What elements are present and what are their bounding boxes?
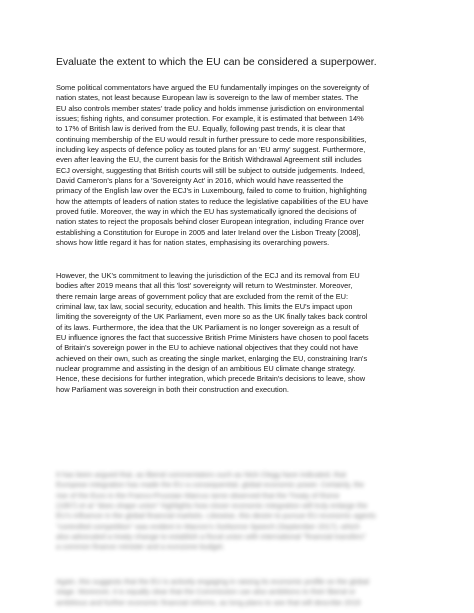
blurred-paragraph xyxy=(56,470,436,553)
text-line: there remain large areas of government policy that are excluded from the remit of the EU: xyxy=(56,291,349,301)
paragraph xyxy=(56,83,436,249)
text-line: EU's influence in the global financial markets. Likewise, this desire to pursue EU economic agents xyxy=(56,511,376,521)
text-line: even after leaving the EU, the current basis for the British Withdrawal Agreement still includes xyxy=(56,155,362,165)
text-line: shows how little regard it has for nation states, emphasising its overarching powers. xyxy=(56,238,330,248)
text-line: EU influence ignores the fact that successive British Prime Ministers have chosen to pool facets xyxy=(56,333,369,343)
text-line: rise of the Euro in the Franco-Prussian Marcus Iarne observed that the Treaty of Rome xyxy=(56,490,340,500)
text-line: a common finance minister and a eurozone budget. xyxy=(56,542,225,552)
text-line: to 17% of British law is derived from the EU. Equally, following past trends, it is clear that xyxy=(56,124,346,134)
text-line: European integration has made the EU a consequential, global economic power. Certainly, the xyxy=(56,480,364,490)
text-line: including key aspects of defence policy as touted plans for an 'EU army' suggest. Furthermore, xyxy=(56,145,366,155)
text-line: ECJ oversight, suggesting that British courts will still be subject to outside judgements. Indeed, xyxy=(56,165,365,175)
text-line: EU also controls member states' trade policy and holds immense jurisdiction on environmental xyxy=(56,103,364,113)
text-line: of Britain's sovereign power in the EU to achieve national objectives that they could not have xyxy=(56,343,359,353)
text-line: It has been argued that, as liberal commentators such as Nick Clegg have indicated, that xyxy=(56,470,347,479)
text-line: how Parliament was sovereign in both their construction and execution. xyxy=(56,384,289,394)
text-line: (1957) et al "does shape union" highlights how closer economic integration will truly enlarge the xyxy=(56,501,368,511)
text-line: ambitious and further economic financial reforms, as long plans to see that will describe 2019 xyxy=(56,597,361,607)
text-line: proved futile. Moreover, the way in which the EU has systematically ignored the decisions of xyxy=(56,207,357,217)
text-line: also advocated a treaty change to establish a fiscal union with international "financial transfers" xyxy=(56,532,367,542)
text-line: of its laws. Furthermore, the idea that the UK Parliament is no longer sovereign as a result of xyxy=(56,322,359,332)
text-line: continuing membership of the EU would result in further pressure to cede more responsibilities, xyxy=(56,134,367,144)
text-line: David Cameron's plans for a 'Sovereignty Act' in 2016, which would have reasserted the xyxy=(56,176,344,186)
text-line: criminal law, tax law, social security, education and health. This limits the EU's impact upon xyxy=(56,302,353,312)
document-title: Evaluate the extent to which the EU can be considered a superpower. xyxy=(56,57,377,68)
text-line: how the attempts of leaders of nation states to reduce the legislative capabilities of the EU have xyxy=(56,196,369,206)
text-line: limiting the sovereignty of the UK Parliament, even more so as the UK finally takes back control xyxy=(56,312,368,322)
text-line: However, the UK's commitment to leaving the jurisdiction of the ECJ and its removal from EU xyxy=(56,271,360,280)
text-line: Hence, these decisions for further integration, which precede Britain's decisions to leave, show xyxy=(56,374,366,384)
text-line: primacy of the English law over the ECJ's in Luxembourg, failed to come to fruition, highlighting xyxy=(56,186,367,196)
text-line: issues; fishing rights, and consumer protection. For example, it is estimated that between 14% xyxy=(56,114,364,124)
text-line: establishing a Constitution for Europe in 2005 and later Ireland over the Lisbon Treaty [2008], xyxy=(56,227,361,237)
paragraph xyxy=(56,271,436,395)
text-line: Some political commentators have argued the EU fundamentally impinges on the sovereignty of xyxy=(56,83,370,92)
text-line: nation states to reject the proposals behind closer European integration, including France over xyxy=(56,217,365,227)
text-line: "controlled competition" was evident in Macron's Sorbonne Speech (September 2017), which xyxy=(56,521,360,531)
text-line: bodies after 2019 means that all this 'lost' sovereignty will return to Westminster. Moreover, xyxy=(56,281,353,291)
text-line: nation states, not least because European law is sovereign to the law of member states. The xyxy=(56,93,359,103)
text-line: stage. Moreover, it is equally clear that the Commission can also ambitions to their liberal or xyxy=(56,587,356,597)
text-line: nuclear programme and assisting in the design of an ambitious EU climate change strategy. xyxy=(56,364,356,374)
text-line: Again, this suggests that the EU is actively engaging in raising its economic profile on the global xyxy=(56,577,370,586)
blurred-paragraph xyxy=(56,577,436,608)
text-line: achieved on their own, such as creating the single market, enlarging the EU, constraining Iran's xyxy=(56,353,368,363)
